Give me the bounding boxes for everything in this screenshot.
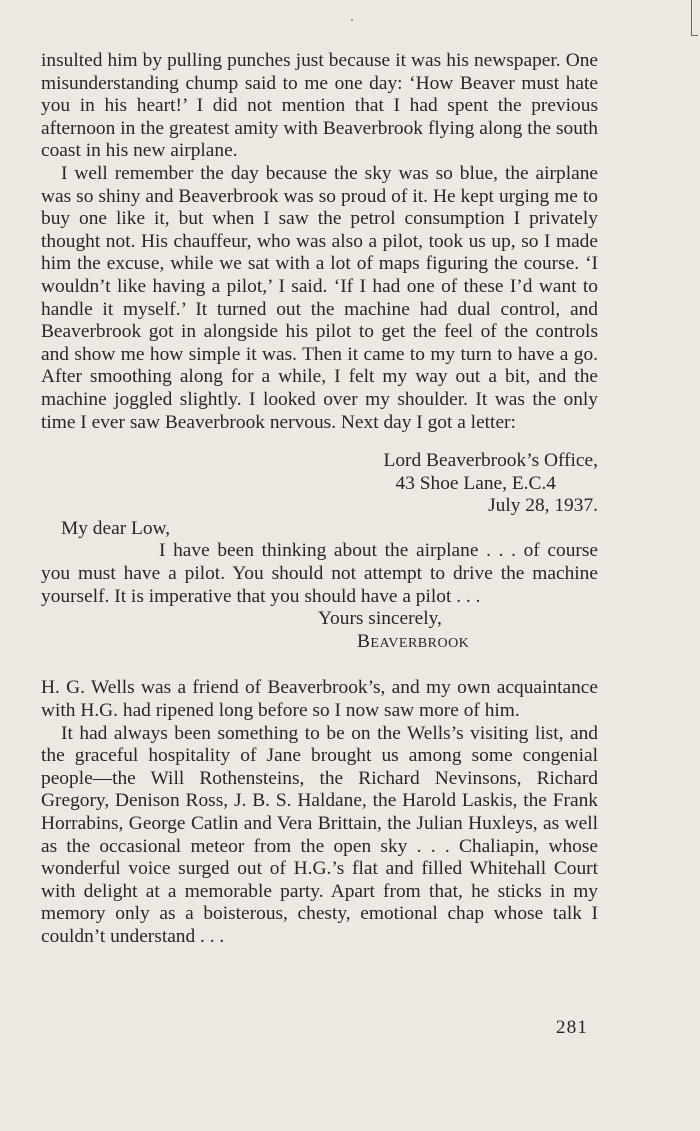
letter-address: [41, 450, 598, 518]
letter-body: I have been thinking about the airplane . . . of course you must have a pilot. You should not attempt to drive the machine yourself. It is imperative that you should have a pilot . . .: [41, 540, 598, 607]
paragraph-visiting-list: It had always been something to be on the Wells’s visiting list, and the graceful hospitality of Jane brought us among some congenial people—the Will Rothensteins, the Richard Nevinsons, Richard Gregory, Denison Ross, J. B. S. Haldane, the Harold Laskis, the Frank Horrabins, George Catlin and Vera Brittain, the Julian Huxleys, as well as the occasional meteor from the open sky . . . Chaliapin, whose wonderful voice surged out of H.G.’s flat and filled Whitehall Court with delight at a memorable party. Apart from that, he sticks in my memory only as a boisterous, chesty, emotional chap whose talk I couldn’t understand . . .: [41, 722, 598, 947]
paragraph-wells: H. G. Wells was a friend of Beaverbrook’s, and my own acquaintance with H.G. had ripened long before so I now saw more of him.: [41, 677, 598, 722]
letter-closing: Yours sincerely,: [318, 608, 442, 630]
print-speck: [351, 19, 353, 21]
page-number: 281: [555, 1017, 588, 1038]
letter-signature: Beaverbrook: [357, 630, 470, 652]
paragraph-continued: insulted him by pulling punches just because it was his newspaper. One misunderstanding chump said to me one day: ‘How Beaver must hate you in his heart!’ I did not mention that I had spent the previous afternoon in the greatest amity with Beaverbrook flying along the south coast in his new airplane.: [41, 50, 598, 162]
paragraph-airplane: I well remember the day because the sky was so blue, the airplane was so shiny and Beaverbrook was so proud of it. He kept urging me to buy one like it, but when I saw the petrol consumption I privately thought not. His chauffeur, who was also a pilot, took us up, so I made him the excuse, while we sat with a lot of maps figuring the course. ‘I wouldn’t like having a pilot,’ I said. ‘If I had one of these I’d want to handle it myself.’ It turned out the machine had dual control, and Beaverbrook got in alongside his pilot to get the feel of the controls and show me how simple it was. Then it came to my turn to have a go. After smoothing along for a while, I felt my way out a bit, and the machine joggled slightly. I looked over my shoulder. It was the only time I ever saw Beaverbrook nervous. Next day I got a letter:: [41, 162, 598, 433]
letter-salutation: My dear Low,: [61, 517, 171, 539]
letter-date: July 28, 1937.: [488, 495, 598, 517]
quoted-letter: [41, 450, 598, 653]
page-edge-tick: [691, 35, 698, 36]
page-text-block: [41, 50, 598, 949]
page-edge-line: [691, 0, 692, 36]
letter-address-line-1: Lord Beaverbrook’s Office,: [383, 450, 598, 472]
letter-address-line-2: 43 Shoe Lane, E.C.4: [395, 472, 556, 494]
